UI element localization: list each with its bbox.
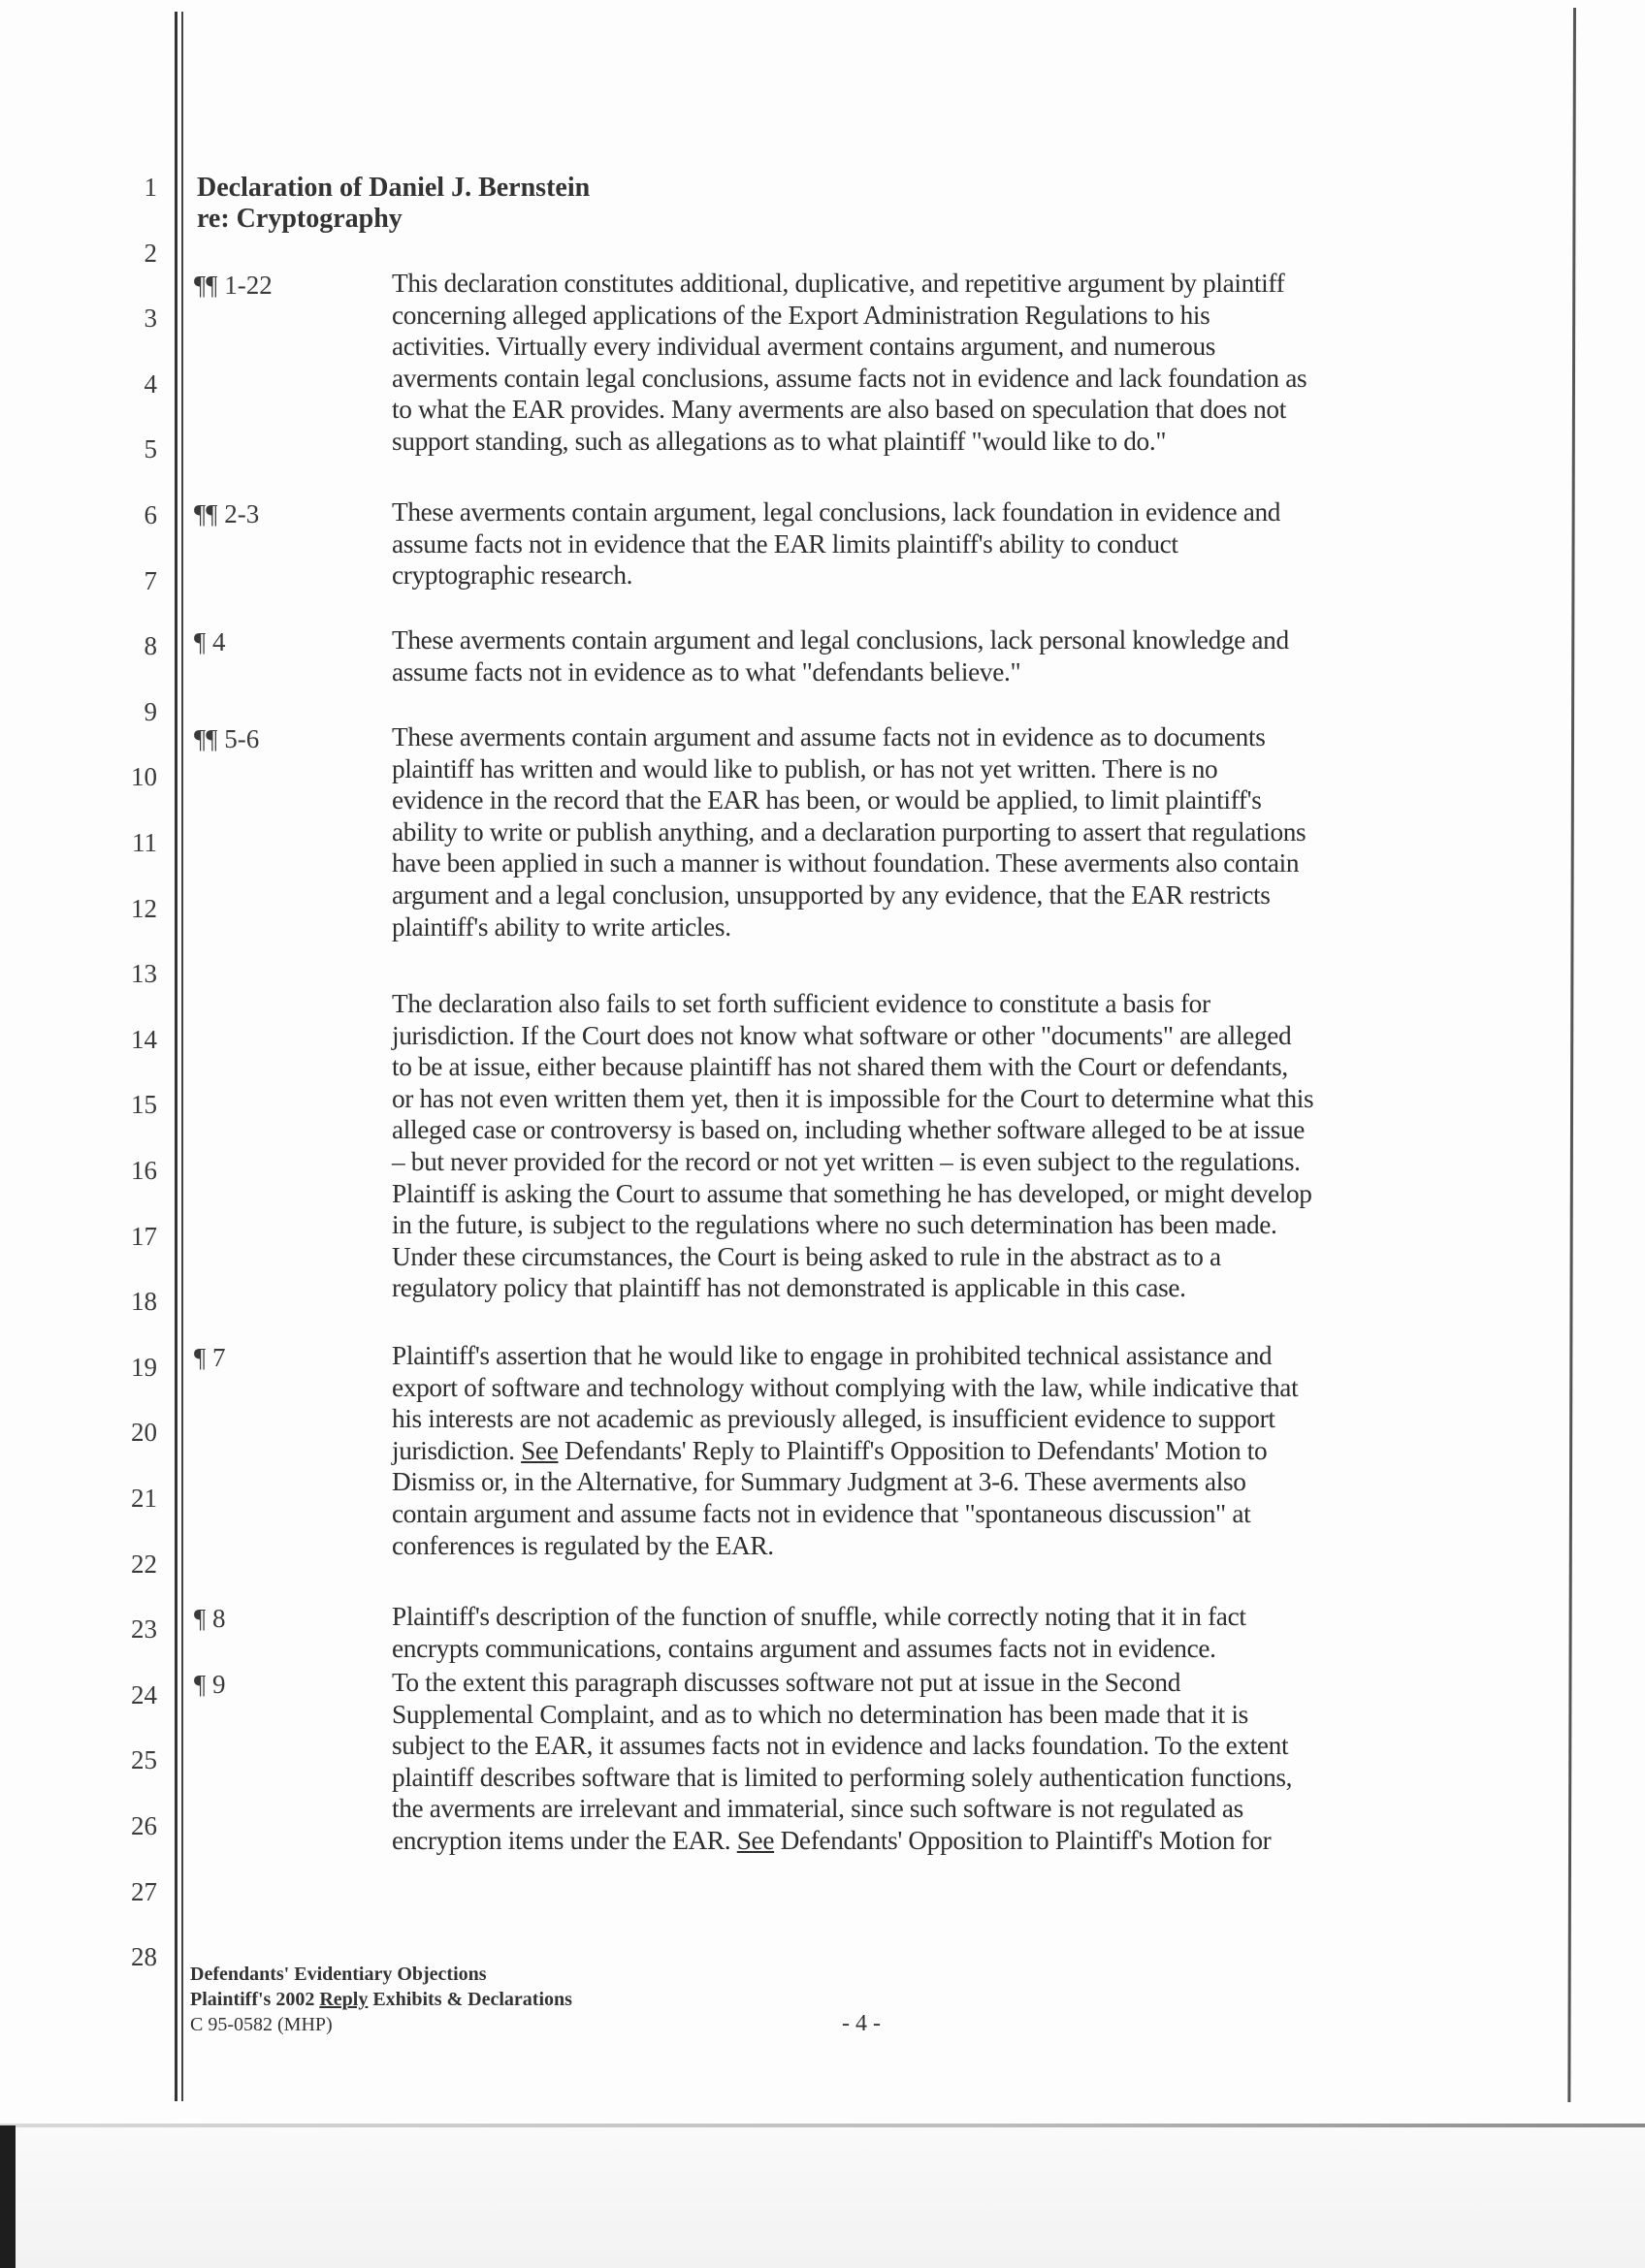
text-line: concerning alleged applications of the Export Administration Regulations to his bbox=[392, 300, 1210, 330]
line-number: 3 bbox=[144, 303, 157, 334]
text-line: Plaintiff's description of the function of snuffle, while correctly noting that it in fact bbox=[392, 1602, 1246, 1631]
text-line: to what the EAR provides. Many averments are also based on speculation that does not bbox=[392, 395, 1286, 425]
line-number: 24 bbox=[131, 1679, 157, 1709]
text-line bbox=[392, 1435, 1532, 1467]
text-line: averments contain legal conclusions, assume facts not in evidence and lack foundation as bbox=[392, 363, 1307, 393]
text-line: have been applied in such a manner is without foundation. These averments also contain bbox=[392, 848, 1300, 878]
line-number: 22 bbox=[131, 1549, 157, 1579]
paragraph-reference: ¶ 8 bbox=[194, 1604, 226, 1633]
text-line: his interests are not academic as previously alleged, is insufficient evidence to support bbox=[392, 1404, 1275, 1434]
line-number: 28 bbox=[131, 1942, 157, 1972]
text-line: encrypts communications, contains argument and assumes facts not in evidence. bbox=[392, 1633, 1216, 1663]
document-heading bbox=[197, 173, 590, 235]
line-number: 13 bbox=[131, 959, 157, 989]
text-line: argument and a legal conclusion, unsupported by any evidence, that the EAR restricts bbox=[392, 879, 1271, 910]
text-line bbox=[392, 1825, 1532, 1857]
line-number: 12 bbox=[131, 893, 157, 923]
line-number: 27 bbox=[131, 1876, 157, 1906]
line-number: 8 bbox=[144, 631, 157, 661]
paragraph-reference: ¶¶ 5-6 bbox=[194, 724, 260, 753]
text-line: Dismiss or, in the Alternative, for Summary Judgment at 3-6. These averments also bbox=[392, 1467, 1246, 1497]
line-number: 17 bbox=[131, 1221, 157, 1251]
text-segment: encryption items under the EAR. bbox=[392, 1825, 737, 1855]
heading-line: Declaration of Daniel J. Bernstein bbox=[197, 173, 591, 203]
text-line: subject to the EAR, it assumes facts not in evidence and lacks foundation. To the extent bbox=[392, 1731, 1289, 1761]
line-number: 5 bbox=[144, 434, 157, 464]
right-margin-rule bbox=[1567, 8, 1576, 2102]
line-number: 18 bbox=[131, 1287, 157, 1317]
text-line: alleged case or controversy is based on, including whether software alleged to be at issue bbox=[392, 1115, 1306, 1145]
text-line: – but never provided for the record or not yet written – is even subject to the regulations. bbox=[392, 1146, 1301, 1176]
text-line: assume facts not in evidence that the EAR limits plaintiff's ability to conduct bbox=[392, 528, 1178, 559]
line-number: 23 bbox=[131, 1614, 157, 1645]
scan-shadow-bar bbox=[0, 2125, 16, 2268]
text-line: the averments are irrelevant and immaterial, since such software is not regulated as bbox=[392, 1794, 1243, 1824]
text-line: ability to write or publish anything, and a declaration purporting to assert that regulations bbox=[392, 816, 1306, 847]
text-line: The declaration also fails to set forth sufficient evidence to constitute a basis for bbox=[392, 989, 1210, 1018]
text-line: or has not even written them yet, then it is impossible for the Court to determine what this bbox=[392, 1083, 1314, 1113]
text-line: These averments contain argument and legal conclusions, lack personal knowledge and bbox=[392, 625, 1289, 655]
objection-text bbox=[392, 988, 1532, 1304]
line-number: 4 bbox=[144, 368, 157, 399]
page-number: - 4 - bbox=[842, 2011, 881, 2036]
citation-signal: See bbox=[736, 1825, 775, 1855]
text-line: Plaintiff is asking the Court to assume that something he has developed, or might develop bbox=[392, 1178, 1312, 1208]
left-margin-rule bbox=[175, 12, 177, 2101]
text-line: contain argument and assume facts not in evidence that "spontaneous discussion" at bbox=[392, 1498, 1251, 1528]
paragraph-reference: ¶ 7 bbox=[194, 1343, 226, 1372]
footer-subtitle bbox=[190, 1987, 572, 2012]
text-line: conferences is regulated by the EAR. bbox=[392, 1530, 774, 1560]
objection-text bbox=[392, 1667, 1532, 1857]
text-line: evidence in the record that the EAR has been, or would be applied, to limit plaintiff's bbox=[392, 785, 1262, 815]
objection-text bbox=[392, 624, 1532, 687]
objection-text bbox=[392, 1601, 1532, 1664]
line-number: 6 bbox=[144, 500, 157, 529]
case-number: C 95-0582 (MHP) bbox=[190, 2014, 333, 2035]
line-number: 16 bbox=[131, 1156, 157, 1185]
heading-line: re: Cryptography bbox=[197, 204, 403, 234]
objection-text bbox=[392, 1340, 1532, 1561]
objection-text bbox=[392, 721, 1532, 942]
text-line: Supplemental Complaint, and as to which no determination has been made that it is bbox=[392, 1699, 1248, 1729]
footer-subtitle-post: Exhibits & Declarations bbox=[368, 1989, 572, 2010]
text-line: plaintiff has written and would like to publish, or has not yet written. There is no bbox=[392, 753, 1218, 783]
text-line: jurisdiction. If the Court does not know what software or other "documents" are alleged bbox=[392, 1020, 1292, 1050]
footer-subtitle-pre: Plaintiff's 2002 bbox=[190, 1989, 320, 2010]
footer-subtitle-underlined: Reply bbox=[319, 1989, 369, 2010]
text-segment: jurisdiction. bbox=[392, 1435, 522, 1465]
text-segment: Defendants' Opposition to Plaintiff's Motion for bbox=[774, 1825, 1272, 1855]
text-line: cryptographic research. bbox=[392, 560, 633, 591]
line-number: 21 bbox=[131, 1484, 157, 1513]
line-number: 25 bbox=[131, 1745, 157, 1775]
line-number: 14 bbox=[131, 1024, 157, 1054]
line-number: 15 bbox=[131, 1090, 157, 1120]
paragraph-reference: ¶¶ 2-3 bbox=[194, 499, 260, 528]
text-line: To the extent this paragraph discusses software not put at issue in the Second bbox=[392, 1668, 1181, 1697]
text-line: in the future, is subject to the regulations where no such determination has been made. bbox=[392, 1210, 1277, 1240]
line-number: 7 bbox=[144, 565, 157, 595]
text-line: to be at issue, either because plaintiff has not shared them with the Court or defendants, bbox=[392, 1052, 1288, 1082]
line-number: 2 bbox=[144, 238, 157, 268]
paragraph-reference: ¶ 4 bbox=[194, 627, 226, 656]
text-line: Plaintiff's assertion that he would like to engage in prohibited technical assistance and bbox=[392, 1341, 1273, 1370]
footer-caption bbox=[190, 1962, 572, 2037]
line-number: 20 bbox=[131, 1418, 157, 1448]
paragraph-reference: ¶¶ 1-22 bbox=[194, 271, 273, 300]
text-segment: Defendants' Reply to Plaintiff's Opposition to Defendants' Motion to bbox=[558, 1435, 1268, 1465]
text-line: regulatory policy that plaintiff has not demonstrated is applicable in this case. bbox=[392, 1273, 1186, 1303]
text-line: support standing, such as allegations as to what plaintiff "would like to do." bbox=[392, 426, 1167, 456]
line-number: 11 bbox=[132, 828, 157, 857]
citation-signal: See bbox=[521, 1435, 559, 1465]
objection-text bbox=[392, 268, 1532, 458]
text-line: plaintiff's ability to write articles. bbox=[392, 911, 731, 942]
line-number: 26 bbox=[131, 1811, 157, 1840]
text-line: export of software and technology without complying with the law, while indicative that bbox=[392, 1372, 1299, 1402]
paragraph-reference: ¶ 9 bbox=[194, 1670, 226, 1699]
text-line: These averments contain argument, legal conclusions, lack foundation in evidence and bbox=[392, 497, 1281, 527]
line-number: 10 bbox=[131, 762, 157, 792]
scan-background bbox=[16, 2127, 1645, 2268]
text-line: Under these circumstances, the Court is being asked to rule in the abstract as to a bbox=[392, 1241, 1221, 1271]
line-number: 1 bbox=[144, 173, 157, 202]
text-line: assume facts not in evidence as to what "defendants believe." bbox=[392, 656, 1021, 687]
line-number: 19 bbox=[131, 1352, 157, 1382]
text-line: These averments contain argument and assume facts not in evidence as to documents bbox=[392, 722, 1266, 751]
footer-title: Defendants' Evidentiary Objections bbox=[190, 1964, 487, 1985]
text-line: activities. Virtually every individual averment contains argument, and numerous bbox=[392, 332, 1216, 362]
text-line: This declaration constitutes additional, duplicative, and repetitive argument by plaintiff bbox=[392, 269, 1285, 298]
line-number: 9 bbox=[144, 696, 157, 726]
text-line: plaintiff describes software that is limited to performing solely authentication functions, bbox=[392, 1762, 1293, 1792]
objection-text bbox=[392, 496, 1532, 591]
left-margin-rule-inner bbox=[181, 12, 183, 2101]
